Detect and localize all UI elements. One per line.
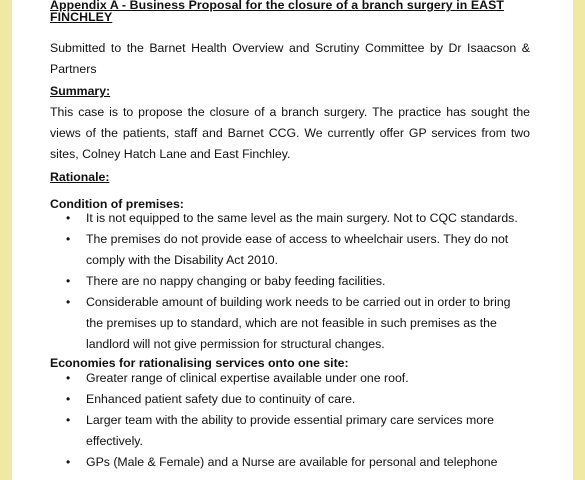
document-page	[12, 0, 573, 480]
bullet-icon: •	[66, 455, 71, 469]
list-item-text: Larger team with the ability to provide essential primary care services more effectively.	[86, 413, 495, 448]
list-item-text: There are no nappy changing or baby feeding facilities.	[86, 274, 386, 288]
list-item	[50, 368, 530, 389]
list-item	[50, 410, 530, 452]
economies-heading: Economies for rationalising services onto one site:	[50, 356, 349, 370]
bullet-icon: •	[66, 295, 71, 309]
bullet-icon: •	[66, 274, 71, 288]
bullet-icon: •	[66, 371, 71, 385]
document-title: Appendix A - Business Proposal for the closure of a branch surgery in EAST FINCHLEY	[50, 0, 505, 24]
bullet-icon: •	[66, 232, 71, 246]
economies-list	[50, 368, 530, 473]
summary-text: This case is to propose the closure of a branch surgery. The practice has sought the views of the patients, staff and Barnet CCG. We currently offer GP services from two sites, Colney Hatch Lane and East Finchley.	[50, 105, 530, 161]
document-body	[50, 0, 530, 473]
list-item-text: Greater range of clinical expertise available under one roof.	[86, 371, 409, 385]
bullet-icon: •	[66, 211, 71, 225]
bullet-icon: •	[66, 413, 71, 427]
list-item-text: The premises do not provide ease of access to wheelchair users. They do not comply with the Disability Act 2010.	[86, 232, 509, 267]
list-item	[50, 292, 530, 355]
list-item-text: It is not equipped to the same level as the main surgery. Not to CQC standards.	[86, 211, 518, 225]
list-item-text: Considerable amount of building work needs to be carried out in order to bring the premises up to standard, which are not feasible in such premises as the landlord will not give permission for structural changes.	[86, 295, 511, 351]
premises-list	[50, 208, 530, 355]
premises-heading: Condition of premises:	[50, 197, 184, 211]
bullet-icon: •	[66, 392, 71, 406]
list-item-text: Enhanced patient safety due to continuity of care.	[86, 392, 356, 406]
list-item	[50, 229, 530, 271]
list-item	[50, 271, 530, 292]
summary-heading: Summary:	[50, 84, 111, 98]
submitted-statement: Submitted to the Barnet Health Overview and Scrutiny Committee by Dr Isaacson & Partners	[50, 41, 530, 76]
list-item	[50, 389, 530, 410]
list-item	[50, 208, 530, 229]
rationale-heading: Rationale:	[50, 170, 110, 184]
list-item-text: GPs (Male & Female) and a Nurse are available for personal and telephone	[86, 455, 498, 469]
list-item	[50, 452, 530, 473]
